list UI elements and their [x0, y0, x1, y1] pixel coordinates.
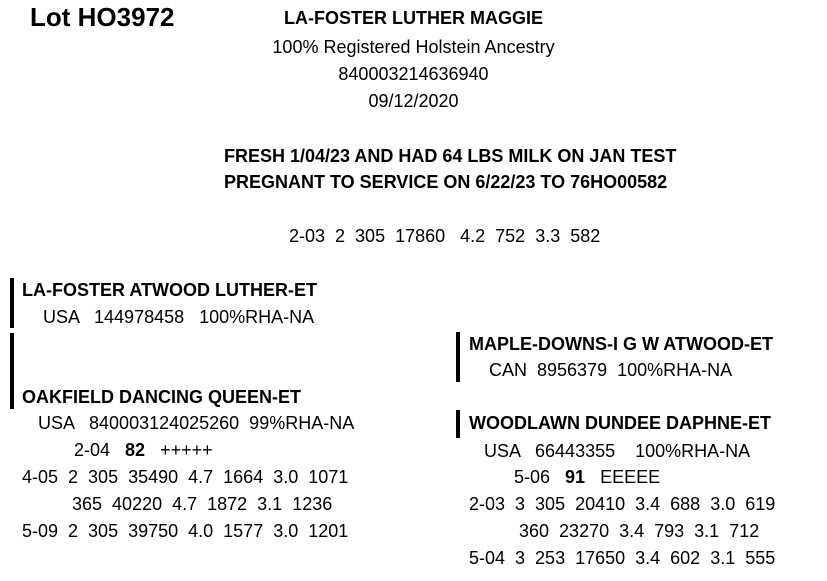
dam-classification — [74, 440, 213, 461]
granddam-record-3: 5-04 3 253 17650 3.4 602 3.1 555 — [469, 548, 776, 568]
note-fresh: FRESH 1/04/23 AND HAD 64 LBS MILK ON JAN TEST — [224, 146, 677, 166]
granddam-class-age: 5-06 — [514, 467, 551, 487]
granddam-class-score: 91 — [565, 467, 586, 487]
granddam-record-1: 2-03 3 305 20410 3.4 688 3.0 619 — [469, 494, 776, 514]
dam-record-3: 5-09 2 305 39750 4.0 1577 3.0 1201 — [22, 521, 349, 541]
granddam-classification — [514, 467, 660, 488]
animal-id: 840003214636940 — [338, 64, 489, 84]
dam-bracket — [10, 333, 14, 409]
production-record: 2-03 2 305 17860 4.2 752 3.3 582 — [289, 226, 601, 246]
grandsire-bracket — [456, 332, 460, 382]
animal-ancestry: 100% Registered Holstein Ancestry — [272, 37, 555, 57]
granddam-bracket — [456, 410, 460, 438]
animal-name: LA-FOSTER LUTHER MAGGIE — [284, 8, 543, 28]
dam-record-1: 4-05 2 305 35490 4.7 1664 3.0 1071 — [22, 467, 349, 487]
sire-name: LA-FOSTER ATWOOD LUTHER-ET — [22, 280, 317, 300]
grandsire-info: CAN 8956379 100%RHA-NA — [489, 360, 733, 380]
granddam-info: USA 66443355 100%RHA-NA — [484, 441, 751, 461]
granddam-name: WOODLAWN DUNDEE DAPHNE-ET — [469, 413, 771, 433]
dam-class-age: 2-04 — [74, 440, 111, 460]
granddam-class-grade: EEEEE — [600, 467, 661, 487]
note-pregnant: PREGNANT TO SERVICE ON 6/22/23 TO 76HO00582 — [224, 172, 668, 192]
dam-record-2: 365 40220 4.7 1872 3.1 1236 — [22, 494, 333, 514]
animal-birthdate: 09/12/2020 — [368, 91, 459, 111]
granddam-record-2: 360 23270 3.4 793 3.1 712 — [469, 521, 760, 541]
dam-class-score: 82 — [125, 440, 146, 460]
dam-class-grade: +++++ — [160, 440, 213, 460]
sire-bracket — [10, 278, 14, 328]
lot-number: Lot HO3972 — [30, 2, 175, 32]
grandsire-name: MAPLE-DOWNS-I G W ATWOOD-ET — [469, 334, 773, 354]
dam-name: OAKFIELD DANCING QUEEN-ET — [22, 387, 301, 407]
dam-info: USA 840003124025260 99%RHA-NA — [38, 413, 355, 433]
sire-info: USA 144978458 100%RHA-NA — [43, 307, 315, 327]
